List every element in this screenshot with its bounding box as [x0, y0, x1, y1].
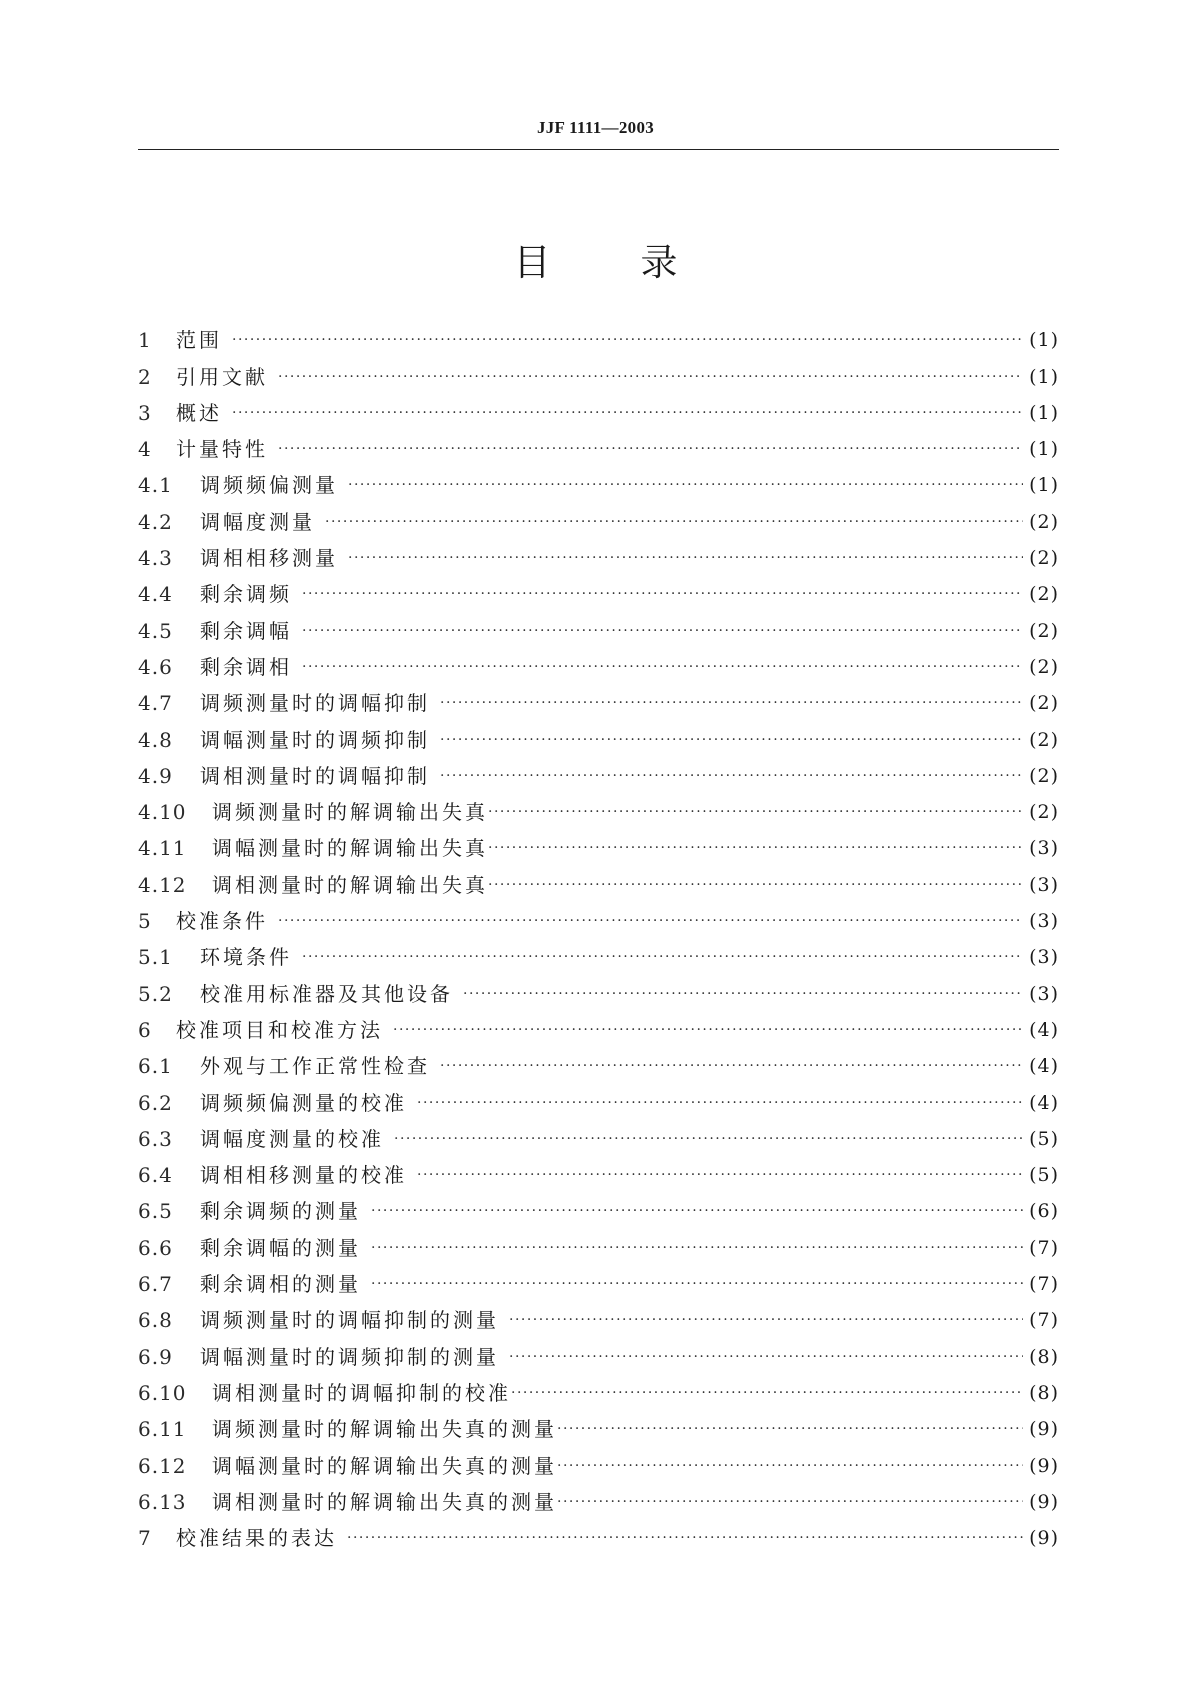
toc-entry-title: 校准用标准器及其他设备 — [200, 981, 453, 1006]
toc-entry-number: 6.10 — [138, 1380, 187, 1405]
toc-entry-title: 剩余调相 — [200, 654, 292, 679]
toc-entry-title: 调幅测量时的解调输出失真 — [212, 836, 488, 861]
toc-entry-page: (7) — [1029, 1309, 1059, 1332]
toc-entry-number: 2 — [138, 364, 152, 389]
toc-entry[interactable] — [138, 316, 1059, 352]
toc-title-char-2: 录 — [640, 241, 678, 284]
toc-dot-leader — [393, 1018, 1023, 1042]
toc-entry-number: 6.7 — [138, 1272, 173, 1297]
toc-dot-leader — [509, 1308, 1023, 1332]
toc-entry-title: 剩余调相的测量 — [200, 1272, 361, 1297]
toc-entry-title: 调相相移测量 — [200, 546, 338, 571]
toc-entry-number: 1 — [138, 328, 152, 353]
toc-dot-leader — [348, 546, 1023, 570]
toc-entry-number: 4.2 — [138, 509, 173, 534]
toc-entry-title: 调相测量时的调幅抑制的校准 — [212, 1380, 511, 1405]
toc-entry-number: 3 — [138, 400, 152, 425]
document-code-header: JJF 1111—2003 — [536, 118, 655, 137]
toc-dot-leader — [557, 1417, 1023, 1441]
toc-entry[interactable] — [138, 1006, 1059, 1042]
toc-entry-page: (7) — [1029, 1273, 1059, 1296]
toc-entry-page: (2) — [1029, 655, 1059, 678]
toc-entry-number: 6.12 — [138, 1453, 187, 1478]
toc-entry-title: 校准结果的表达 — [176, 1526, 337, 1551]
toc-entry-page: (3) — [1029, 982, 1059, 1005]
toc-entry-number: 4 — [138, 437, 152, 462]
toc-entry-page: (9) — [1029, 1527, 1059, 1550]
toc-entry[interactable] — [138, 1441, 1059, 1477]
toc-entry[interactable] — [138, 1332, 1059, 1368]
toc-dot-leader — [417, 1091, 1023, 1115]
toc-entry-title: 调幅测量时的调频抑制的测量 — [200, 1344, 499, 1369]
toc-entry-number: 5.2 — [138, 981, 173, 1006]
toc-dot-leader — [417, 1163, 1023, 1187]
toc-entry[interactable] — [138, 1296, 1059, 1332]
toc-dot-leader — [394, 1127, 1023, 1151]
toc-dot-leader — [440, 1054, 1023, 1078]
toc-dot-leader — [488, 873, 1023, 897]
toc-entry-title: 调频测量时的调幅抑制的测量 — [200, 1308, 499, 1333]
toc-entry-number: 6.8 — [138, 1308, 173, 1333]
toc-dot-leader — [371, 1199, 1023, 1223]
toc-dot-leader — [488, 800, 1023, 824]
toc-entry-number: 4.5 — [138, 618, 173, 643]
toc-entry-page: (4) — [1029, 1055, 1059, 1078]
toc-entry-page: (3) — [1029, 910, 1059, 933]
toc-entry-page: (1) — [1029, 474, 1059, 497]
toc-entry-page: (6) — [1029, 1200, 1059, 1223]
toc-entry[interactable] — [138, 715, 1059, 751]
toc-dot-leader — [302, 945, 1023, 969]
toc-entry[interactable] — [138, 389, 1059, 425]
toc-entry-page: (2) — [1029, 801, 1059, 824]
toc-entry-page: (2) — [1029, 764, 1059, 787]
toc-entry[interactable] — [138, 1260, 1059, 1296]
toc-entry-title: 调相测量时的调幅抑制 — [200, 763, 430, 788]
toc-dot-leader — [347, 1526, 1023, 1550]
toc-dot-leader — [278, 909, 1023, 933]
toc-entry[interactable] — [138, 897, 1059, 933]
toc-entry-title: 调幅测量时的解调输出失真的测量 — [212, 1453, 557, 1478]
toc-entry-title: 环境条件 — [200, 945, 292, 970]
toc-entry-title: 概述 — [176, 400, 222, 425]
toc-entry-title: 计量特性 — [176, 437, 268, 462]
toc-dot-leader — [302, 619, 1023, 643]
toc-entry-title: 调幅度测量 — [200, 509, 315, 534]
toc-dot-leader — [557, 1490, 1023, 1514]
toc-entry-number: 4.7 — [138, 691, 173, 716]
toc-entry-number: 6.13 — [138, 1489, 187, 1514]
toc-entry-number: 5 — [138, 909, 152, 934]
toc-entry-title: 调幅测量时的调频抑制 — [200, 727, 430, 752]
toc-entry[interactable] — [138, 752, 1059, 788]
toc-entry-page: (4) — [1029, 1091, 1059, 1114]
toc-entry[interactable] — [138, 1223, 1059, 1259]
toc-entry-page: (8) — [1029, 1381, 1059, 1404]
toc-entry-page: (9) — [1029, 1490, 1059, 1513]
header-rule — [138, 149, 1059, 150]
toc-dot-leader — [325, 510, 1023, 534]
toc-entry-number: 6.5 — [138, 1199, 173, 1224]
toc-entry-number: 4.10 — [138, 800, 187, 825]
toc-title — [0, 232, 1191, 286]
toc-entry-page: (9) — [1029, 1454, 1059, 1477]
toc-dot-leader — [440, 691, 1023, 715]
toc-entry[interactable] — [138, 969, 1059, 1005]
toc-entry-number: 4.4 — [138, 582, 173, 607]
toc-dot-leader — [509, 1345, 1023, 1369]
toc-entry-title: 剩余调频 — [200, 582, 292, 607]
toc-entry-page: (1) — [1029, 438, 1059, 461]
toc-entry-number: 6.3 — [138, 1126, 173, 1151]
toc-entry-title: 调频频偏测量 — [200, 473, 338, 498]
toc-entry[interactable] — [138, 1405, 1059, 1441]
toc-entry-page: (2) — [1029, 583, 1059, 606]
toc-entry-page: (7) — [1029, 1236, 1059, 1259]
toc-entry-page: (1) — [1029, 329, 1059, 352]
toc-entry-number: 6.1 — [138, 1054, 173, 1079]
toc-dot-leader — [557, 1454, 1023, 1478]
toc-entry[interactable] — [138, 679, 1059, 715]
toc-entry-number: 6.4 — [138, 1163, 173, 1188]
toc-dot-leader — [440, 728, 1023, 752]
toc-entry[interactable] — [138, 570, 1059, 606]
toc-entry[interactable] — [138, 933, 1059, 969]
toc-dot-leader — [371, 1272, 1023, 1296]
toc-entry-page: (2) — [1029, 692, 1059, 715]
toc-entry-title: 调相相移测量的校准 — [200, 1163, 407, 1188]
toc-dot-leader — [463, 982, 1023, 1006]
toc-entry-number: 5.1 — [138, 945, 173, 970]
toc-entry-title: 调频测量时的调幅抑制 — [200, 691, 430, 716]
toc-entry-title: 外观与工作正常性检查 — [200, 1054, 430, 1079]
toc-entry-page: (2) — [1029, 619, 1059, 642]
toc-entry[interactable] — [138, 1369, 1059, 1405]
toc-entry-page: (2) — [1029, 728, 1059, 751]
toc-dot-leader — [440, 764, 1023, 788]
toc-entry-number: 7 — [138, 1526, 152, 1551]
toc-entry[interactable] — [138, 788, 1059, 824]
toc-entry[interactable] — [138, 1115, 1059, 1151]
toc-entry-number: 4.12 — [138, 872, 187, 897]
toc-entry[interactable] — [138, 1514, 1059, 1550]
toc-entry-page: (9) — [1029, 1418, 1059, 1441]
toc-entry[interactable] — [138, 824, 1059, 860]
toc-entry-title: 调频测量时的解调输出失真 — [212, 800, 488, 825]
toc-dot-leader — [232, 401, 1023, 425]
toc-entry[interactable] — [138, 643, 1059, 679]
toc-entry-page: (1) — [1029, 365, 1059, 388]
toc-entry-title: 校准条件 — [176, 909, 268, 934]
toc-entry[interactable] — [138, 1478, 1059, 1514]
toc-entry-number: 4.9 — [138, 763, 173, 788]
toc-entry-title: 引用文献 — [176, 364, 268, 389]
toc-entry-title: 剩余调幅的测量 — [200, 1235, 361, 1260]
toc-entry-number: 6.11 — [138, 1417, 187, 1442]
toc-entry-page: (1) — [1029, 401, 1059, 424]
toc-entry-number: 6.6 — [138, 1235, 173, 1260]
toc-entry-title: 调幅度测量的校准 — [200, 1126, 384, 1151]
toc-dot-leader — [302, 582, 1023, 606]
toc-entry-page: (8) — [1029, 1345, 1059, 1368]
toc-entry-title: 调频频偏测量的校准 — [200, 1090, 407, 1115]
table-of-contents — [138, 316, 1059, 1550]
toc-entry-title: 剩余调幅 — [200, 618, 292, 643]
toc-entry-page: (2) — [1029, 510, 1059, 533]
toc-entry-number: 6.9 — [138, 1344, 173, 1369]
toc-entry[interactable] — [138, 497, 1059, 533]
toc-dot-leader — [348, 473, 1023, 497]
toc-entry-title: 调频测量时的解调输出失真的测量 — [212, 1417, 557, 1442]
toc-entry-page: (3) — [1029, 873, 1059, 896]
toc-entry[interactable] — [138, 1187, 1059, 1223]
toc-entry-page: (3) — [1029, 946, 1059, 969]
toc-entry[interactable] — [138, 534, 1059, 570]
toc-entry[interactable] — [138, 461, 1059, 497]
toc-entry-page: (4) — [1029, 1018, 1059, 1041]
toc-entry-page: (3) — [1029, 837, 1059, 860]
toc-entry-number: 4.11 — [138, 836, 187, 861]
toc-entry[interactable] — [138, 860, 1059, 896]
toc-entry-title: 校准项目和校准方法 — [176, 1017, 383, 1042]
toc-entry[interactable] — [138, 606, 1059, 642]
toc-dot-leader — [232, 328, 1023, 352]
toc-entry-number: 4.3 — [138, 546, 173, 571]
toc-entry-number: 4.8 — [138, 727, 173, 752]
toc-entry-page: (2) — [1029, 547, 1059, 570]
toc-dot-leader — [371, 1236, 1023, 1260]
toc-entry-number: 6 — [138, 1017, 152, 1042]
toc-entry-page: (5) — [1029, 1164, 1059, 1187]
toc-title-char-1: 目 — [513, 241, 551, 284]
toc-entry[interactable] — [138, 1151, 1059, 1187]
toc-entry[interactable] — [138, 425, 1059, 461]
toc-dot-leader — [302, 655, 1023, 679]
toc-entry-title: 范围 — [176, 328, 222, 353]
toc-entry-number: 4.6 — [138, 654, 173, 679]
toc-entry[interactable] — [138, 352, 1059, 388]
toc-dot-leader — [278, 437, 1023, 461]
toc-entry-number: 4.1 — [138, 473, 173, 498]
toc-entry-title: 调相测量时的解调输出失真 — [212, 872, 488, 897]
toc-entry-number: 6.2 — [138, 1090, 173, 1115]
toc-dot-leader — [511, 1381, 1023, 1405]
toc-entry-title: 调相测量时的解调输出失真的测量 — [212, 1489, 557, 1514]
toc-dot-leader — [278, 365, 1023, 389]
toc-dot-leader — [488, 836, 1023, 860]
toc-entry-title: 剩余调频的测量 — [200, 1199, 361, 1224]
toc-entry[interactable] — [138, 1078, 1059, 1114]
toc-entry-page: (5) — [1029, 1127, 1059, 1150]
toc-entry[interactable] — [138, 1042, 1059, 1078]
